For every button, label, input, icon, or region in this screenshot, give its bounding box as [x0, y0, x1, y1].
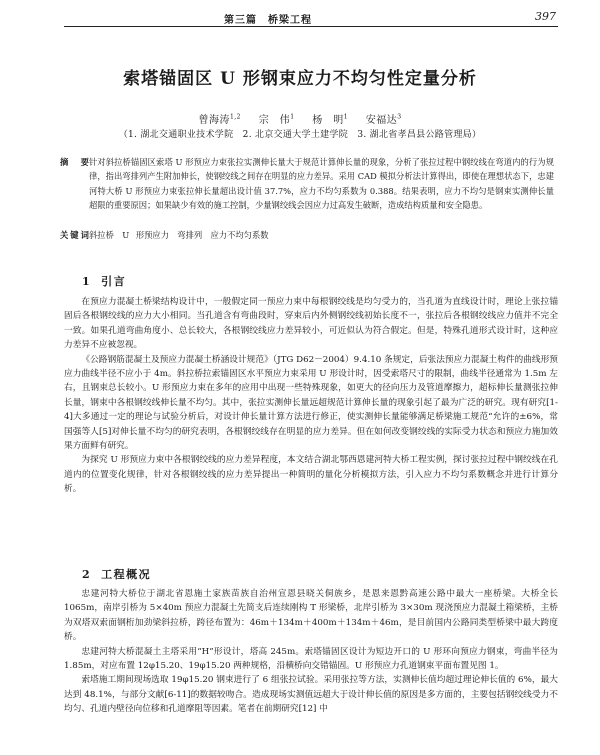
author	[198, 115, 241, 126]
abstract	[60, 155, 554, 212]
author-affiliation-mark: 1	[290, 113, 295, 121]
author	[259, 115, 295, 126]
affiliations: （1. 湖北交通职业技术学院 2. 北京交通大学土建学院 3. 湖北省孝昌县公路管理局）	[118, 130, 482, 140]
author-name: 宗 伟	[258, 115, 291, 126]
abstract-label: 摘 要	[60, 157, 91, 167]
section-body-introduction	[64, 295, 558, 497]
paragraph: 忠建河特大桥位于湖北省恩施土家族苗族自治州宣恩县晓关侗族乡，是恩来恩黔高速公路中最大一座桥梁。大桥全长 1065m，南岸引桥为 5×40m 预应力混凝土先简支后连续刚构 T 形梁桥，北岸引桥为 3×30m 现浇预应力混凝土箱梁桥，主桥为双塔双索面钢桁加劲梁斜拉桥，跨径布置为：46m＋134m＋400m＋134m＋46m，是目前国内公路同类型桥梁中最大跨度桥。	[64, 589, 558, 643]
paragraph: 在预应力混凝土桥梁结构设计中，一般假定同一预应力束中每根钢绞线是均匀受力的，当孔道为直线设计时，理论上张拉锚固后各根钢绞线的应力大小相同。当孔道含有弯曲段时，穿束后内外侧钢绞线初始长度不一，张拉后各根钢绞线应力值并不完全一致。如果孔道弯曲角度小、总长较大，各根钢绞线应力差异较小，可近似认为符合假定。但是，特殊孔道形式设计时，这种应力差异不应被忽视。	[64, 297, 558, 351]
keywords-text: 斜拉桥 U 形预应力 弯排列 应力不均匀系数	[89, 230, 269, 240]
author	[366, 115, 402, 126]
header-section-label: 第三篇 桥梁工程	[224, 15, 312, 26]
section-heading-project-overview	[82, 566, 151, 582]
keywords-label: 关键词	[60, 230, 91, 240]
author-affiliation-mark: 3	[397, 113, 402, 121]
author-affiliation-mark: 1	[343, 113, 349, 121]
author-name: 安福达	[365, 115, 398, 126]
section-number: 2	[82, 568, 92, 581]
section-number: 1	[82, 275, 92, 288]
paragraph: 忠建河特大桥混凝土主塔采用“H”形设计，塔高 245m。索塔锚固区设计为短边开口的 U 形环向预应力钢束，弯曲半径为 1.85m，对应布置 12φ15.20、19φ15.20 两种规格，沿横桥向交错锚固。U 形预应力孔道钢束平面布置见图 1。	[64, 646, 558, 672]
page-number: 397	[535, 10, 556, 23]
author-name: 曾海涛	[198, 115, 230, 126]
author	[312, 115, 348, 126]
section-title: 引言	[101, 275, 127, 288]
section-heading-introduction	[82, 273, 126, 289]
abstract-text: 针对斜拉桥锚固区索塔 U 形预应力束张拉实测伸长量大于规范计算伸长量的现象，分析了张拉过程中钢绞线在弯道内的行为规律，指出弯排列产生附加伸长，使钢绞线之间存在明显的应力差异。采用 CAD 模拟分析法计算得出，即使在理想状态下，忠建河特大桥 U 形预应力束张拉伸长量超出设计值 37.7%，应力不均匀系数为 0.388。结果表明，应力不均匀是钢束实测伸长量超限的重要原因；如果缺少有效的施工控制，少量钢绞线会因应力过高发生破断，造成结构质量和安全隐患。	[89, 157, 554, 210]
section-body-project-overview	[64, 587, 558, 717]
section-title: 工程概况	[101, 568, 152, 581]
paragraph: 索塔施工期间现场选取 19φ15.20 钢束进行了 6 组张拉试验。采用张拉等方法，实测伸长值均超过理论伸长值的 6%，最大达到 48.1%，与部分文献[6-11]的数据较吻合。造成现场实测值远超大于设计伸长值的原因是多方面的，主要包括钢绞线受力不均匀、孔道内壁径向位移和孔道摩阻等因素。笔者在前期研究[12] 中	[64, 675, 558, 715]
keywords	[60, 228, 554, 242]
running-header	[64, 10, 558, 27]
paper-title: 索塔锚固区 U 形钢束应力不均匀性定量分析	[123, 69, 477, 89]
author-affiliation-mark: 1,2	[229, 113, 241, 121]
paragraph: 为探究 U 形预应力束中各根钢绞线的应力差异程度，本文结合湖北鄂西恩建河特大桥工程实例，探讨张拉过程中钢绞线在孔道内的位置变化规律，针对各根钢绞线的应力差异提出一种简明的量化分析模拟方法，引入应力不均匀系数概念并进行计算分析。	[64, 455, 558, 495]
author-name: 杨 明	[312, 115, 344, 126]
paragraph: 《公路钢筋混凝土及预应力混凝土桥涵设计规范》（JTG D62－2004）9.4.10 条规定，后张法预应力混凝土构件的曲线形预应力曲线半径不应小于 4m。斜拉桥拉索锚固区水平预应力束采用 U 形设计时，因受索塔尺寸的限制，曲线半径通常为 1.5m 左右，且钢束总长较小。U 形预应力束在多年的应用中出现一些特殊现象，如更大的径向压力及管道摩擦力，超标伸长量测张拉伸长量，钢束中各根钢绞线伸长量不均匀。其中，张拉实测伸长量远超规范计算伸长量的现象引起了最为广泛的研究。现有研究[1-4]大多通过一定的理论与试验分析后，对设计伸长量计算方法进行修正，使实测伸长量能够满足桥梁施工规范“允许的±6%，常国强等人[5]对伸长量不均匀的研究表明，各根钢绞线存在明显的应力差异。但在如何改变钢绞线的实际受力状态和预应力施加效果方面鲜有研究。	[64, 354, 558, 452]
author-list	[0, 111, 600, 126]
